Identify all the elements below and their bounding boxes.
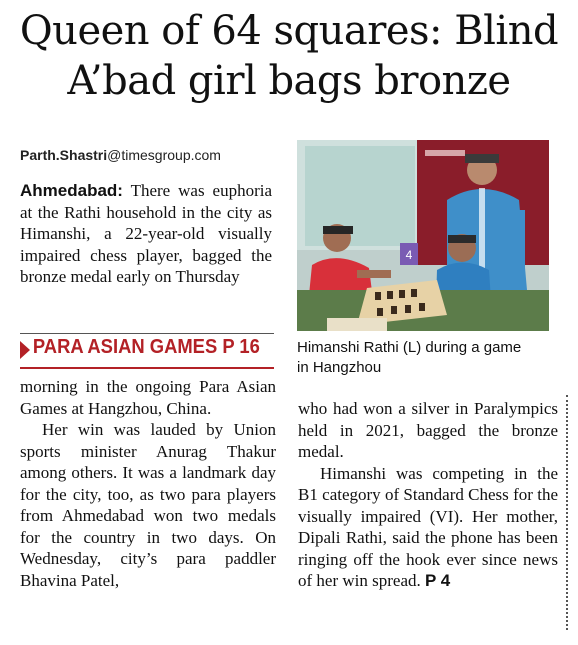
board-number: 4: [405, 248, 413, 262]
body-paragraph: Himanshi was competing in the B1 category of Standard Chess for the visually impaired (VI). Her mother, Dipali Rathi, said the phone has been ringing off the hook ever since news of her win spread. P 4: [298, 463, 558, 590]
column-divider: [566, 395, 568, 630]
caption-line-1: Himanshi Rathi (L) during a game: [297, 339, 522, 356]
headline-line-1: Queen of 64 squares: Blind: [19, 8, 559, 54]
promo-rule-top: [20, 333, 274, 334]
promo-rule-bottom: [20, 367, 274, 369]
caption-line-2: in Hangzhou: [297, 359, 382, 376]
promo-label: PARA ASIAN GAMES P 16: [32, 336, 260, 358]
body-paragraph: who had won a silver in Paralympics held in 2021, bagged the bronze medal.: [298, 399, 558, 461]
headline: [0, 6, 578, 106]
body-paragraph: morning in the ongoing Para Asian Games at Hangzhou, China.: [20, 377, 276, 418]
byline-name: Parth.Shastri: [20, 147, 108, 163]
page-reference: P 4: [425, 571, 451, 590]
body-paragraph: Her win was lauded by Union sports minister Anurag Thakur among others. It was a landmark day for the city, too, as two para players from Ahmedabad won two medals for the country in two days. On Wednesday, city’s para paddler Bhavina Patel,: [20, 420, 276, 590]
chess-game-photo: [297, 140, 549, 331]
dateline: Ahmedabad:: [20, 181, 123, 200]
body-column-1: [20, 376, 276, 591]
headline-line-2: A’bad girl bags bronze: [67, 58, 511, 104]
intro-text: There was euphoria at the Rathi household in the city as Himanshi, a 22-year-old visually impaired chess player, bagged the bronze medal early on Thursday: [20, 181, 272, 286]
photo-caption: [297, 338, 557, 378]
intro-paragraph: [20, 180, 272, 288]
news-photo: [297, 140, 549, 331]
byline-domain: @timesgroup.com: [107, 147, 221, 163]
body-column-2: [298, 398, 558, 592]
byline: [20, 147, 221, 163]
